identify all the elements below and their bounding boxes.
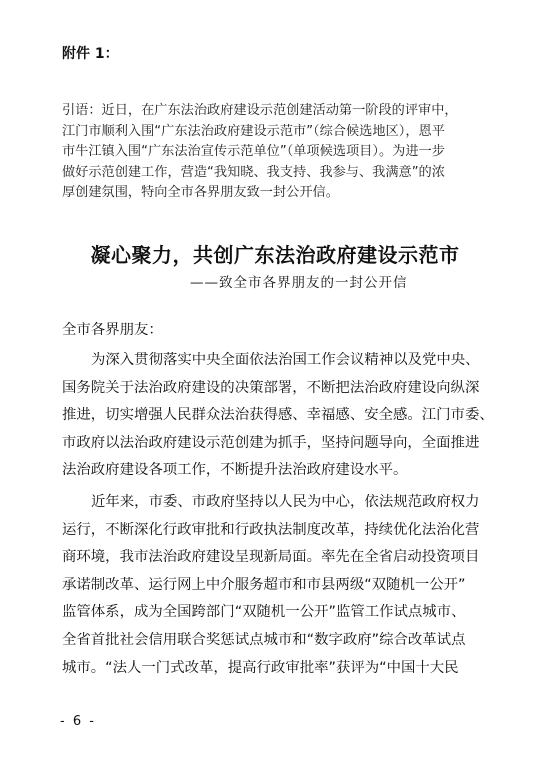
- body-line: 商环境，我市法治政府建设呈现新局面。率先在全省启动投资项目: [62, 549, 480, 566]
- body-line: 城市。“法人一门式改革，提高行政审批率”获评为“中国十大民: [62, 659, 459, 676]
- intro-line: 厚创建氛围，特向全市各界朋友致一封公开信。: [62, 185, 339, 200]
- body-line: 近年来，市委、市政府坚持以人民为中心，依法规范政府权力: [91, 493, 480, 510]
- letter-title: 凝心聚力，共创广东法治政府建设示范市: [90, 243, 460, 267]
- body-line: 国务院关于法治政府建设的决策部署，不断把法治政府建设向纵深: [62, 379, 480, 396]
- attachment-label: 附件 1：: [62, 46, 119, 62]
- salutation: 全市各界朋友：: [62, 322, 163, 338]
- body-line: 承诺制改革、运行网上中介服务超市和市县两级“双随机一公开”: [62, 576, 466, 593]
- intro-line: 江门市顺利入围“广东法治政府建设示范市”（综合候选地区），恩平: [62, 123, 445, 139]
- body-line: 推进，切实增强人民群众法治获得感、幸福感、安全感。江门市委、: [62, 407, 494, 424]
- body-line: 全省首批社会信用联合奖惩试点城市和“数字政府”综合改革试点: [62, 631, 466, 648]
- body-line: 市政府以法治政府建设示范创建为抓手，坚持问题导向，全面推进: [62, 434, 480, 451]
- body-line: 运行，不断深化行政审批和行政执法制度改革，持续优化法治化营: [62, 521, 480, 538]
- body-line: 监管体系，成为全国跨部门“双随机一公开”监管工作试点城市、: [62, 604, 466, 621]
- intro-line: 市牛江镇入围“广东法治宣传示范单位”（单项候选项目）。为进一步: [62, 144, 445, 159]
- intro-line: 引语：近日，在广东法治政府建设示范创建活动第一阶段的评审中，: [62, 103, 458, 118]
- page-number: - 6 -: [60, 714, 96, 729]
- body-line: 法治政府建设各项工作，不断提升法治政府建设水平。: [62, 462, 408, 479]
- letter-subtitle: ——致全市各界朋友的一封公开信: [190, 275, 408, 291]
- intro-line: 做好示范创建工作，营造“我知晓、我支持、我参与、我满意”的浓: [62, 164, 445, 180]
- letter-body: [62, 347, 508, 682]
- body-line: 为深入贯彻落实中央全面依法治国工作会议精神以及党中央、: [91, 352, 480, 368]
- intro-note: [62, 101, 502, 204]
